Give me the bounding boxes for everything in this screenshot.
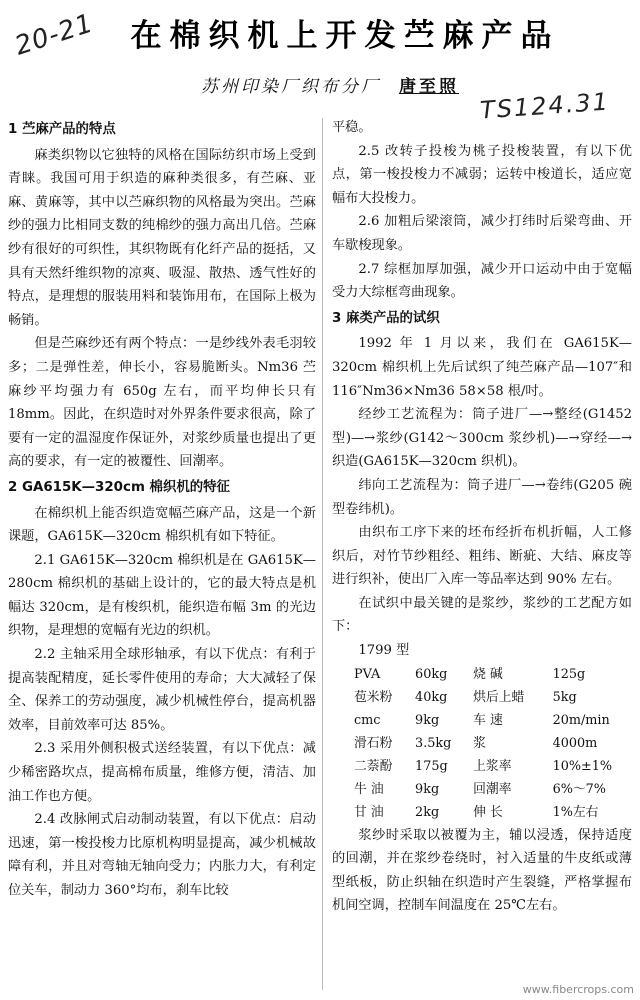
recipe-cell: 甘 油 (354, 804, 384, 820)
recipe-row (352, 801, 640, 824)
recipe-cell: 9kg (415, 712, 440, 728)
left-column (8, 116, 316, 903)
paragraph: 2.3 采用外侧积极式送经装置，有以下优点：减少稀密路坎点，提高棉布质量，维修方便，清洁、加油工作也方便。 (8, 741, 316, 804)
recipe-cell: 2kg (415, 804, 440, 820)
recipe-cell: 苞米粉 (354, 689, 393, 705)
recipe-cell: 二萘酚 (354, 758, 393, 774)
byline (150, 72, 510, 97)
recipe-cell: 牛 油 (354, 781, 384, 797)
recipe-cell: 伸 长 (473, 804, 503, 820)
recipe-cell: 9kg (415, 781, 440, 797)
author-name: 唐至照 (399, 77, 459, 97)
right-column (332, 116, 632, 918)
recipe-cell: 烘后上蜡 (473, 689, 525, 705)
author-org: 苏州印染厂织布分厂 (201, 77, 381, 97)
recipe-cell: 4000m (552, 735, 598, 751)
recipe-cell: 上浆率 (473, 758, 512, 774)
recipe-cell: 5kg (552, 689, 577, 705)
recipe-cell: 20m/min (552, 712, 610, 728)
recipe-row (352, 686, 640, 709)
recipe-cell: 40kg (415, 689, 448, 705)
recipe-row (352, 755, 640, 778)
paragraph: 2.2 主轴采用全球形轴承，有以下优点：有利于提高装配精度，延长零件使用的寿命；大大减轻了保全、保养工的劳动强度，减少机械性停台，提高机器效率，目前效率可达 85%。 (8, 647, 316, 733)
section-heading-1: 1 苎麻产品的特点 (8, 122, 116, 137)
recipe-cell: 滑石粉 (354, 735, 393, 751)
recipe-cell: 125g (552, 666, 586, 682)
paragraph: 浆纱时采取以被覆为主，辅以浸透，保持适度的回潮，并在浆纱卷绕时，衬入适量的牛皮纸或薄型纸板，防止织轴在织造时产生裂缝，严格掌握布机间空调，控制车间温度在 25℃左右。 (332, 827, 632, 914)
recipe-cell: 175g (415, 758, 448, 774)
watermark: www.fibercrops.com (522, 983, 634, 996)
recipe-cell: 6%～7% (552, 781, 606, 797)
paragraph: 平稳。 (332, 120, 372, 135)
section-heading-3: 3 麻类产品的试织 (332, 310, 440, 326)
paragraph: 麻类织物以它独特的风格在国际纺织市场上受到青睐。我国可用于织造的麻种类很多，有苎麻、亚麻、黄麻等，其中以苎麻织物的风格最为突出。苎麻纱的强力比相同支数的纯棉纱的强力高出几倍。苎麻纱有很好的可织性，其织物既有化纤产品的挺括，又具有天然纤维织物的凉爽、吸湿、散热、透气性好的特点，是理想的服装用料和装饰用布，在国际上极为畅销。 (8, 147, 316, 328)
paragraph: 经纱工艺流程为：筒子进厂—→整经(G1452 型)—→浆纱(G142～300cm 浆纱机)—→穿经—→织造(GA615K—320cm 织机)。 (332, 407, 632, 470)
recipe-cell: 回潮率 (473, 781, 512, 797)
paragraph: 1992 年 1 月以来，我们在 GA615K—320cm 棉织机上先后试织了纯苎麻产品—107″和 116″Nm36×Nm36 58×58 根/吋。 (332, 336, 632, 399)
article-title: 在棉织机上开发苎麻产品 (130, 18, 560, 54)
recipe-cell: cmc (354, 712, 381, 728)
recipe-row (352, 778, 640, 801)
paragraph: 2.7 综框加厚加强，减少开口运动中由于宽幅受力大综框弯曲现象。 (332, 261, 632, 301)
paragraph: 2.5 改转子投梭为桃子投梭装置，有以下优点，第一梭投梭力不减弱；运转中梭道长，适应宽幅布大投梭力。 (332, 143, 632, 206)
recipe-row (352, 663, 640, 686)
paragraph: 2.1 GA615K—320cm 棉织机是在 GA615K—280cm 棉织机的基础上设计的，它的最大特点是机幅达 320cm，是有梭织机，能织造布幅 3m 的光边织物，是理想的宽幅有光边的织机。 (8, 552, 316, 639)
paragraph: 但是苎麻纱还有两个特点：一是纱线外表毛羽较多；二是弹性差，伸长小，容易脆断头。Nm36 苎麻纱平均强力有 650g 左右，而平均伸长只有 18mm。因此，在织造时对外界条件要求很高，除了要有一定的温湿度作保证外，对浆纱质量也提出了更高的要求，有一定的被覆性、回潮率。 (8, 336, 316, 470)
paragraph: 2.4 改脉闸式启动制动装置，有以下优点：启动迅速，第一梭投梭力比原机构明显提高，减少机械故障有利，并且对弯轴无轴向受力；内胀力大，有利定位关车，制动力 360°均布，刹车比较 (8, 812, 316, 898)
recipe-row (352, 709, 640, 732)
paragraph: 在试织中最关键的是浆纱，浆纱的工艺配方如下： (332, 595, 632, 635)
recipe-cell: 60kg (415, 666, 448, 682)
paragraph: 2.6 加粗后梁滚筒，减少打纬时后梁弯曲、开车歇梭现象。 (332, 214, 632, 253)
section-heading-2: 2 GA615K—320cm 棉织机的特征 (8, 479, 230, 495)
paragraph: 纬向工艺流程为：筒子进厂—→卷纬(G205 碗型卷纬机)。 (332, 477, 632, 517)
recipe-row (352, 732, 640, 755)
recipe-cell: 浆 (473, 735, 486, 751)
handwritten-classification: TS124.31 (479, 87, 611, 125)
paragraph: 在棉织机上能否织造宽幅苎麻产品，这是一个新课题，GA615K—320cm 棉织机有如下特征。 (8, 505, 316, 545)
recipe-cell: 3.5kg (415, 735, 452, 751)
paragraph: 由织布工序下来的坯布经折布机折幅，人工修织后，对竹节纱粗经、粗纬、断疵、大结、麻皮等进行织补，使出厂入库一等品率达到 90% 左右。 (332, 525, 632, 588)
recipe-title: 1799 型 (358, 643, 410, 659)
recipe-cell: PVA (354, 666, 381, 682)
recipe-cell: 烧 碱 (473, 666, 503, 682)
handwritten-note-left: 20-21 (11, 8, 98, 62)
column-divider (322, 118, 323, 990)
recipe-cell: 1%左右 (552, 804, 599, 820)
recipe-cell: 车 速 (473, 712, 503, 728)
recipe-cell: 10%±1% (552, 758, 613, 774)
sizing-recipe-table (352, 663, 640, 824)
